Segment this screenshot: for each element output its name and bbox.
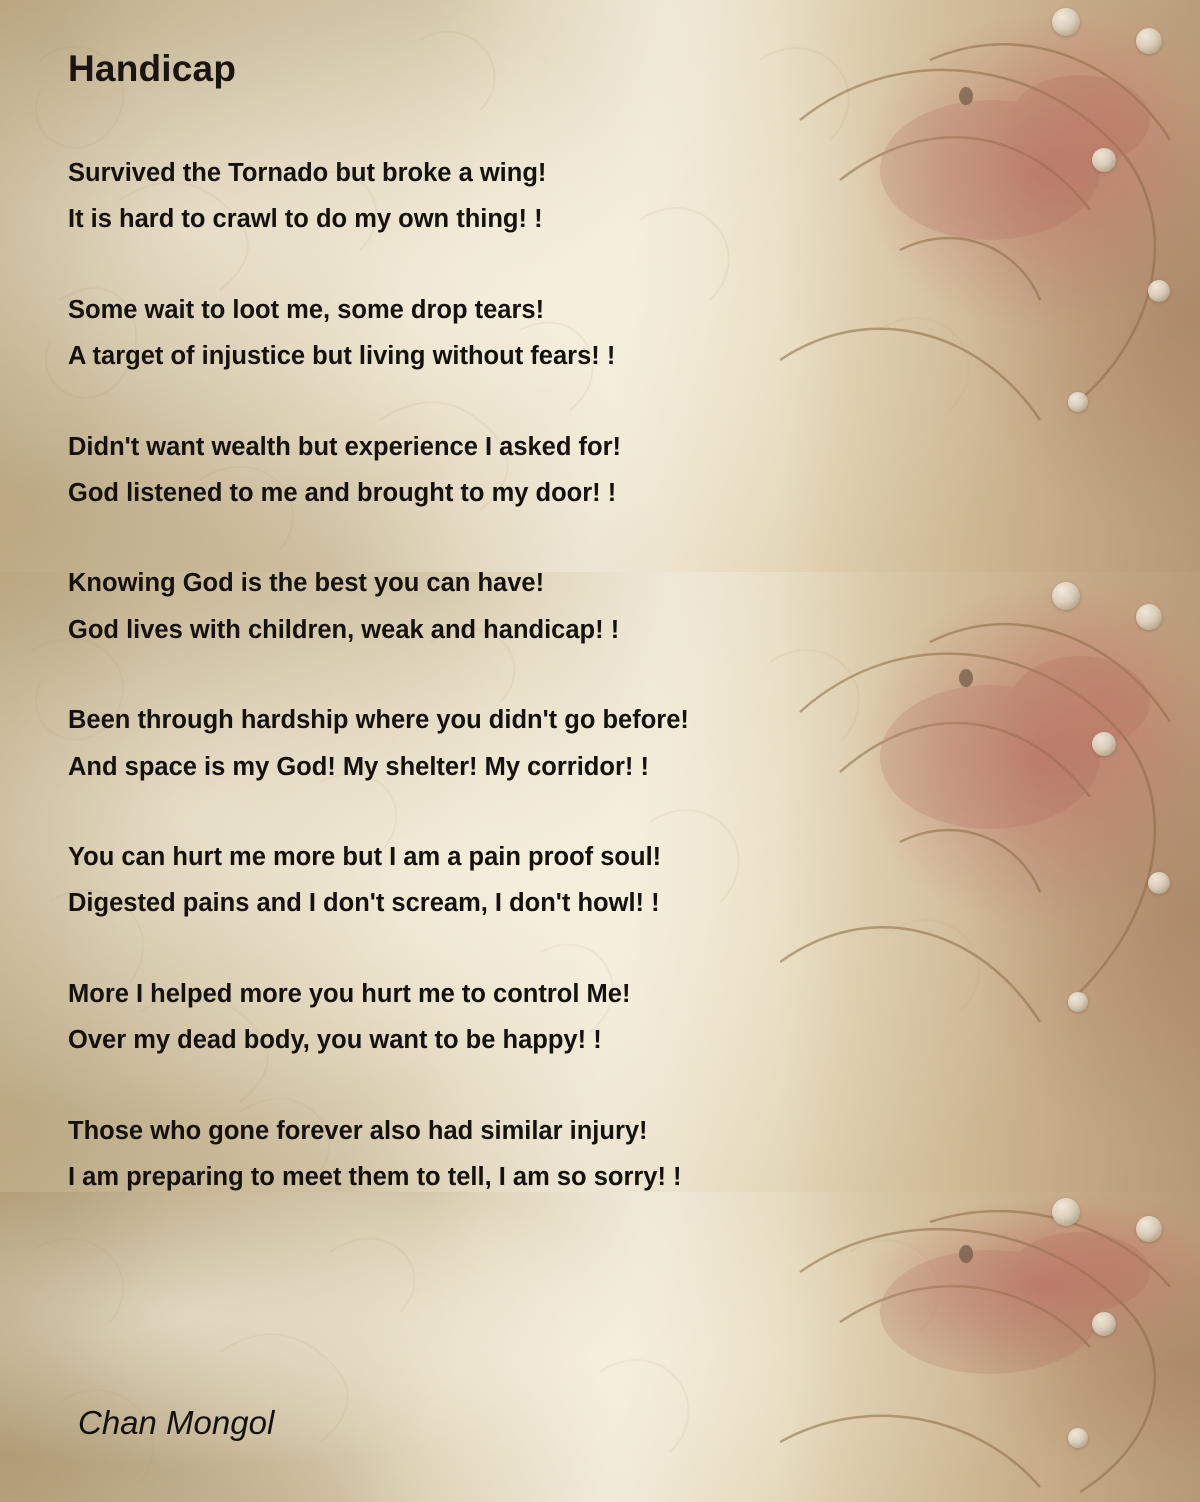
stanza (68, 1108, 928, 1201)
poem-line: Those who gone forever also had similar injury! (68, 1116, 648, 1145)
poem-line: Over my dead body, you want to be happy! ! (68, 1026, 602, 1055)
stanza (68, 560, 928, 653)
poem-line: More I helped more you hurt me to control Me! (68, 979, 631, 1008)
stanza (68, 834, 928, 927)
stanza (68, 287, 928, 380)
stanza (68, 424, 928, 517)
poem-line: God listened to me and brought to my door! ! (68, 479, 617, 508)
poem-line: Didn't want wealth but experience I asked for! (68, 432, 622, 461)
poem-line: God lives with children, weak and handicap! ! (68, 615, 620, 644)
author-name: Chan Mongol (78, 1404, 275, 1441)
stanza (68, 697, 928, 790)
stanza (68, 150, 928, 243)
poem-line: I am preparing to meet them to tell, I am so sorry! ! (68, 1163, 682, 1192)
poem-line: Knowing God is the best you can have! (68, 569, 545, 598)
poem-line: You can hurt me more but I am a pain proof soul! (68, 843, 662, 872)
poem-line: And space is my God! My shelter! My corridor! ! (68, 752, 649, 781)
poem-line: A target of injustice but living without fears! ! (68, 342, 616, 371)
poem-line: It is hard to crawl to do my own thing! ! (68, 205, 543, 234)
poem-line: Digested pains and I don't scream, I don't howl! ! (68, 889, 660, 918)
poem-line: Some wait to loot me, some drop tears! (68, 295, 545, 324)
poem-line: Been through hardship where you didn't go before! (68, 706, 689, 735)
poem-body (68, 150, 928, 1245)
page-title: Handicap (68, 48, 237, 89)
stanza (68, 971, 928, 1064)
poem-line: Survived the Tornado but broke a wing! (68, 159, 547, 187)
